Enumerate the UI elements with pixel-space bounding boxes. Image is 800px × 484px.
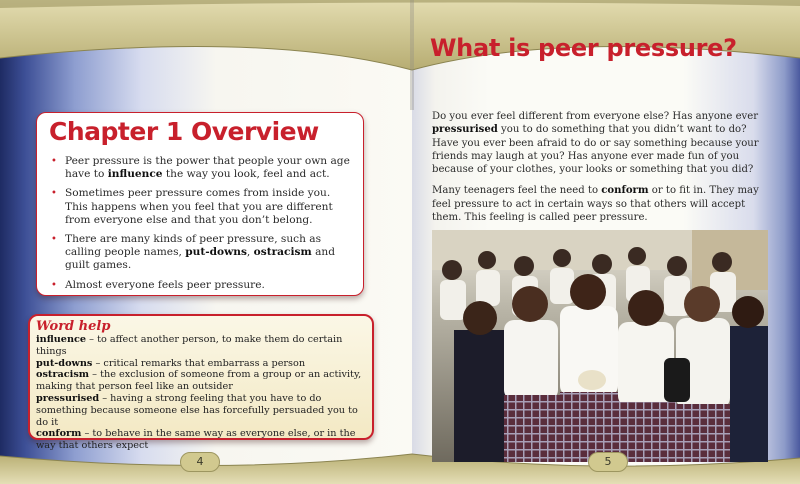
glossary-definition: – the exclusion of someone from a group or an activity, making that person feel like an outsider (36, 369, 362, 393)
students-photo (432, 230, 768, 462)
overview-bullet-list (51, 155, 356, 298)
word-help-title: Word help (36, 319, 111, 334)
body-text (432, 110, 772, 232)
bullet-icon: • (51, 279, 57, 291)
glossary-entry (36, 393, 366, 428)
glossary-term: ostracism (36, 369, 90, 381)
glossary-entry (36, 358, 366, 370)
page-number-left: 4 (180, 452, 220, 472)
glossary-entry (36, 369, 366, 393)
glossary-term: put-downs (36, 357, 93, 369)
glossary-definition: – to behave in the same way as everyone else, or in the way that others expect (36, 428, 356, 452)
glossary-definition: – to affect another person, to make them do certain things (36, 334, 343, 357)
students-photo-illustration (432, 230, 768, 462)
page-number-right: 5 (588, 452, 628, 472)
word-help-box (28, 314, 374, 452)
glossary-term: influence (36, 334, 87, 345)
glossary-term: conform (36, 428, 82, 440)
glossary-entry (36, 334, 366, 358)
bullet-icon: • (51, 156, 57, 167)
chapter-overview-box (36, 112, 364, 296)
paragraph: Do you ever feel different from everyone else? Has anyone ever pressurised you to do something that you didn’t want to do? Have you ever been afraid to do or say something because your friends may laugh at you? Has anyone ever made fun of you because of your clothes, your looks or something that you did? (432, 111, 759, 176)
paragraph: Many teenagers feel the need to conform or to fit in. They may feel pressure to act in certain ways so that others will accept them. This feeling is called peer pressure. (432, 185, 759, 224)
glossary-definition: – critical remarks that embarrass a person (92, 357, 306, 369)
chapter-title: Chapter 1 Overview (49, 117, 319, 146)
overview-bullet: • Peer pressure is the power that people your own age have to influence the way you look, feel and act. (51, 155, 350, 181)
overview-bullet: • Sometimes peer pressure comes from inside you. This happens when you feel that you are different from everyone else and that you don’t belong. (51, 187, 333, 226)
bullet-icon: • (51, 234, 57, 246)
overview-bullet: • Almost everyone feels peer pressure. (51, 278, 265, 291)
overview-bullet: • There are many kinds of peer pressure, such as calling people names, put-downs, ostracism and guilt games. (51, 233, 335, 272)
glossary-definition: – having a strong feeling that you have to do something because someone else has forcefully persuaded you to do it (36, 392, 358, 428)
glossary-term: pressurised (36, 392, 100, 404)
glossary-entry (36, 428, 366, 452)
bullet-icon: • (51, 188, 57, 200)
page-title: What is peer pressure? (430, 34, 737, 62)
